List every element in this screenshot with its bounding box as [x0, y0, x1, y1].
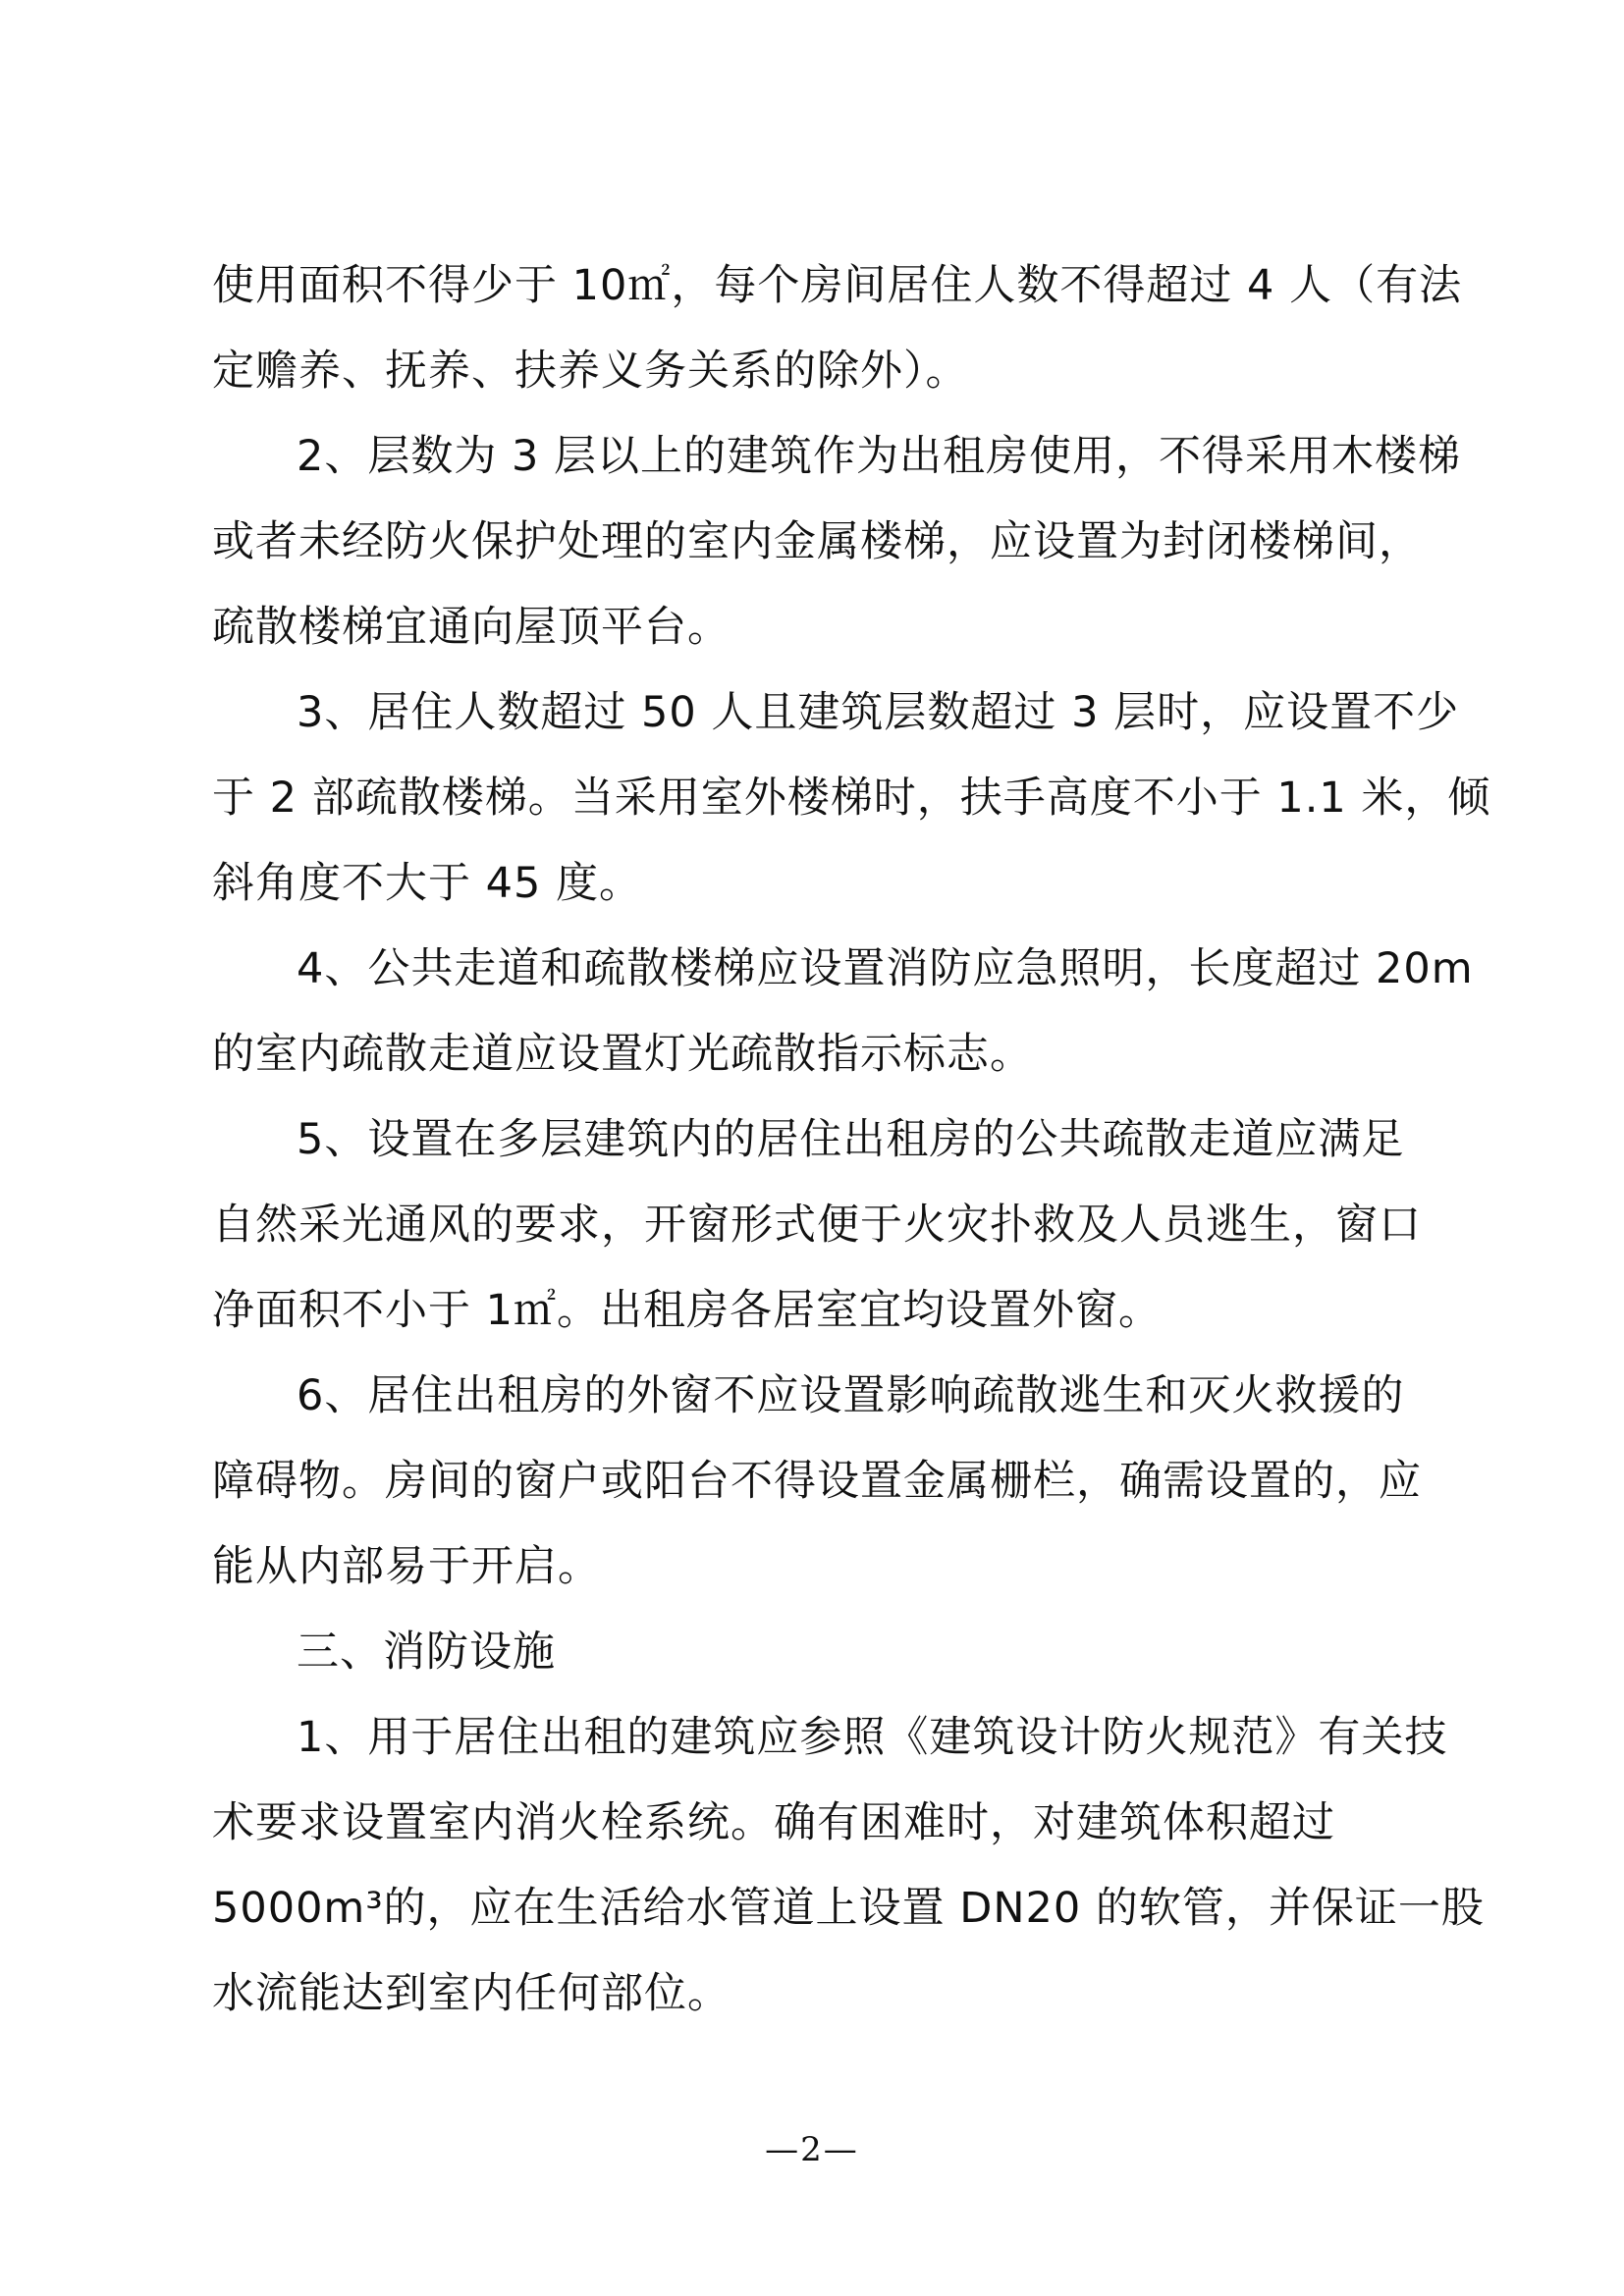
text-line: 2、层数为 3 层以上的建筑作为出租房使用，不得采用木楼梯	[297, 432, 1462, 481]
page-number: —2—	[765, 2130, 859, 2169]
text-line: 定赡养、抚养、扶养义务关系的除外）。	[212, 347, 969, 396]
text-line: 净面积不小于 1㎡。出租房各居室宜均设置外窗。	[212, 1286, 1163, 1335]
text-line: 能从内部易于开启。	[212, 1542, 601, 1591]
body-text	[212, 243, 1491, 2037]
text-line: 的室内疏散走道应设置灯光疏散指示标志。	[212, 1030, 1033, 1079]
text-line: 5000m³的，应在生活给水管道上设置 DN20 的软管，并保证一股	[212, 1884, 1485, 1933]
text-line: 3、居住人数超过 50 人且建筑层数超过 3 层时，应设置不少	[297, 688, 1460, 737]
text-line: 障碍物。房间的窗户或阳台不得设置金属栅栏，确需设置的，应	[212, 1457, 1422, 1506]
text-line: 4、公共走道和疏散楼梯应设置消防应急照明，长度超过 20m	[297, 944, 1474, 993]
text-line: 疏散楼梯宜通向屋顶平台。	[212, 603, 731, 652]
section-heading: 三、消防设施	[297, 1628, 556, 1677]
text-line: 5、设置在多层建筑内的居住出租房的公共疏散走道应满足	[297, 1115, 1405, 1164]
text-line: 1、用于居住出租的建筑应参照《建筑设计防火规范》有关技	[297, 1713, 1448, 1762]
text-line: 水流能达到室内任何部位。	[212, 1969, 731, 2018]
text-line: 使用面积不得少于 10㎡，每个房间居住人数不得超过 4 人（有法	[212, 261, 1463, 310]
text-line: 或者未经防火保护处理的室内金属楼梯，应设置为封闭楼梯间，	[212, 517, 1422, 566]
text-line: 自然采光通风的要求，开窗形式便于火灾扑救及人员逃生，窗口	[212, 1201, 1422, 1250]
text-line: 6、居住出租房的外窗不应设置影响疏散逃生和灭火救援的	[297, 1371, 1405, 1420]
text-line: 术要求设置室内消火栓系统。确有困难时，对建筑体积超过	[212, 1798, 1335, 1847]
text-line: 斜角度不大于 45 度。	[212, 859, 643, 908]
text-line: 于 2 部疏散楼梯。当采用室外楼梯时，扶手高度不小于 1.1 米，倾	[212, 774, 1491, 823]
